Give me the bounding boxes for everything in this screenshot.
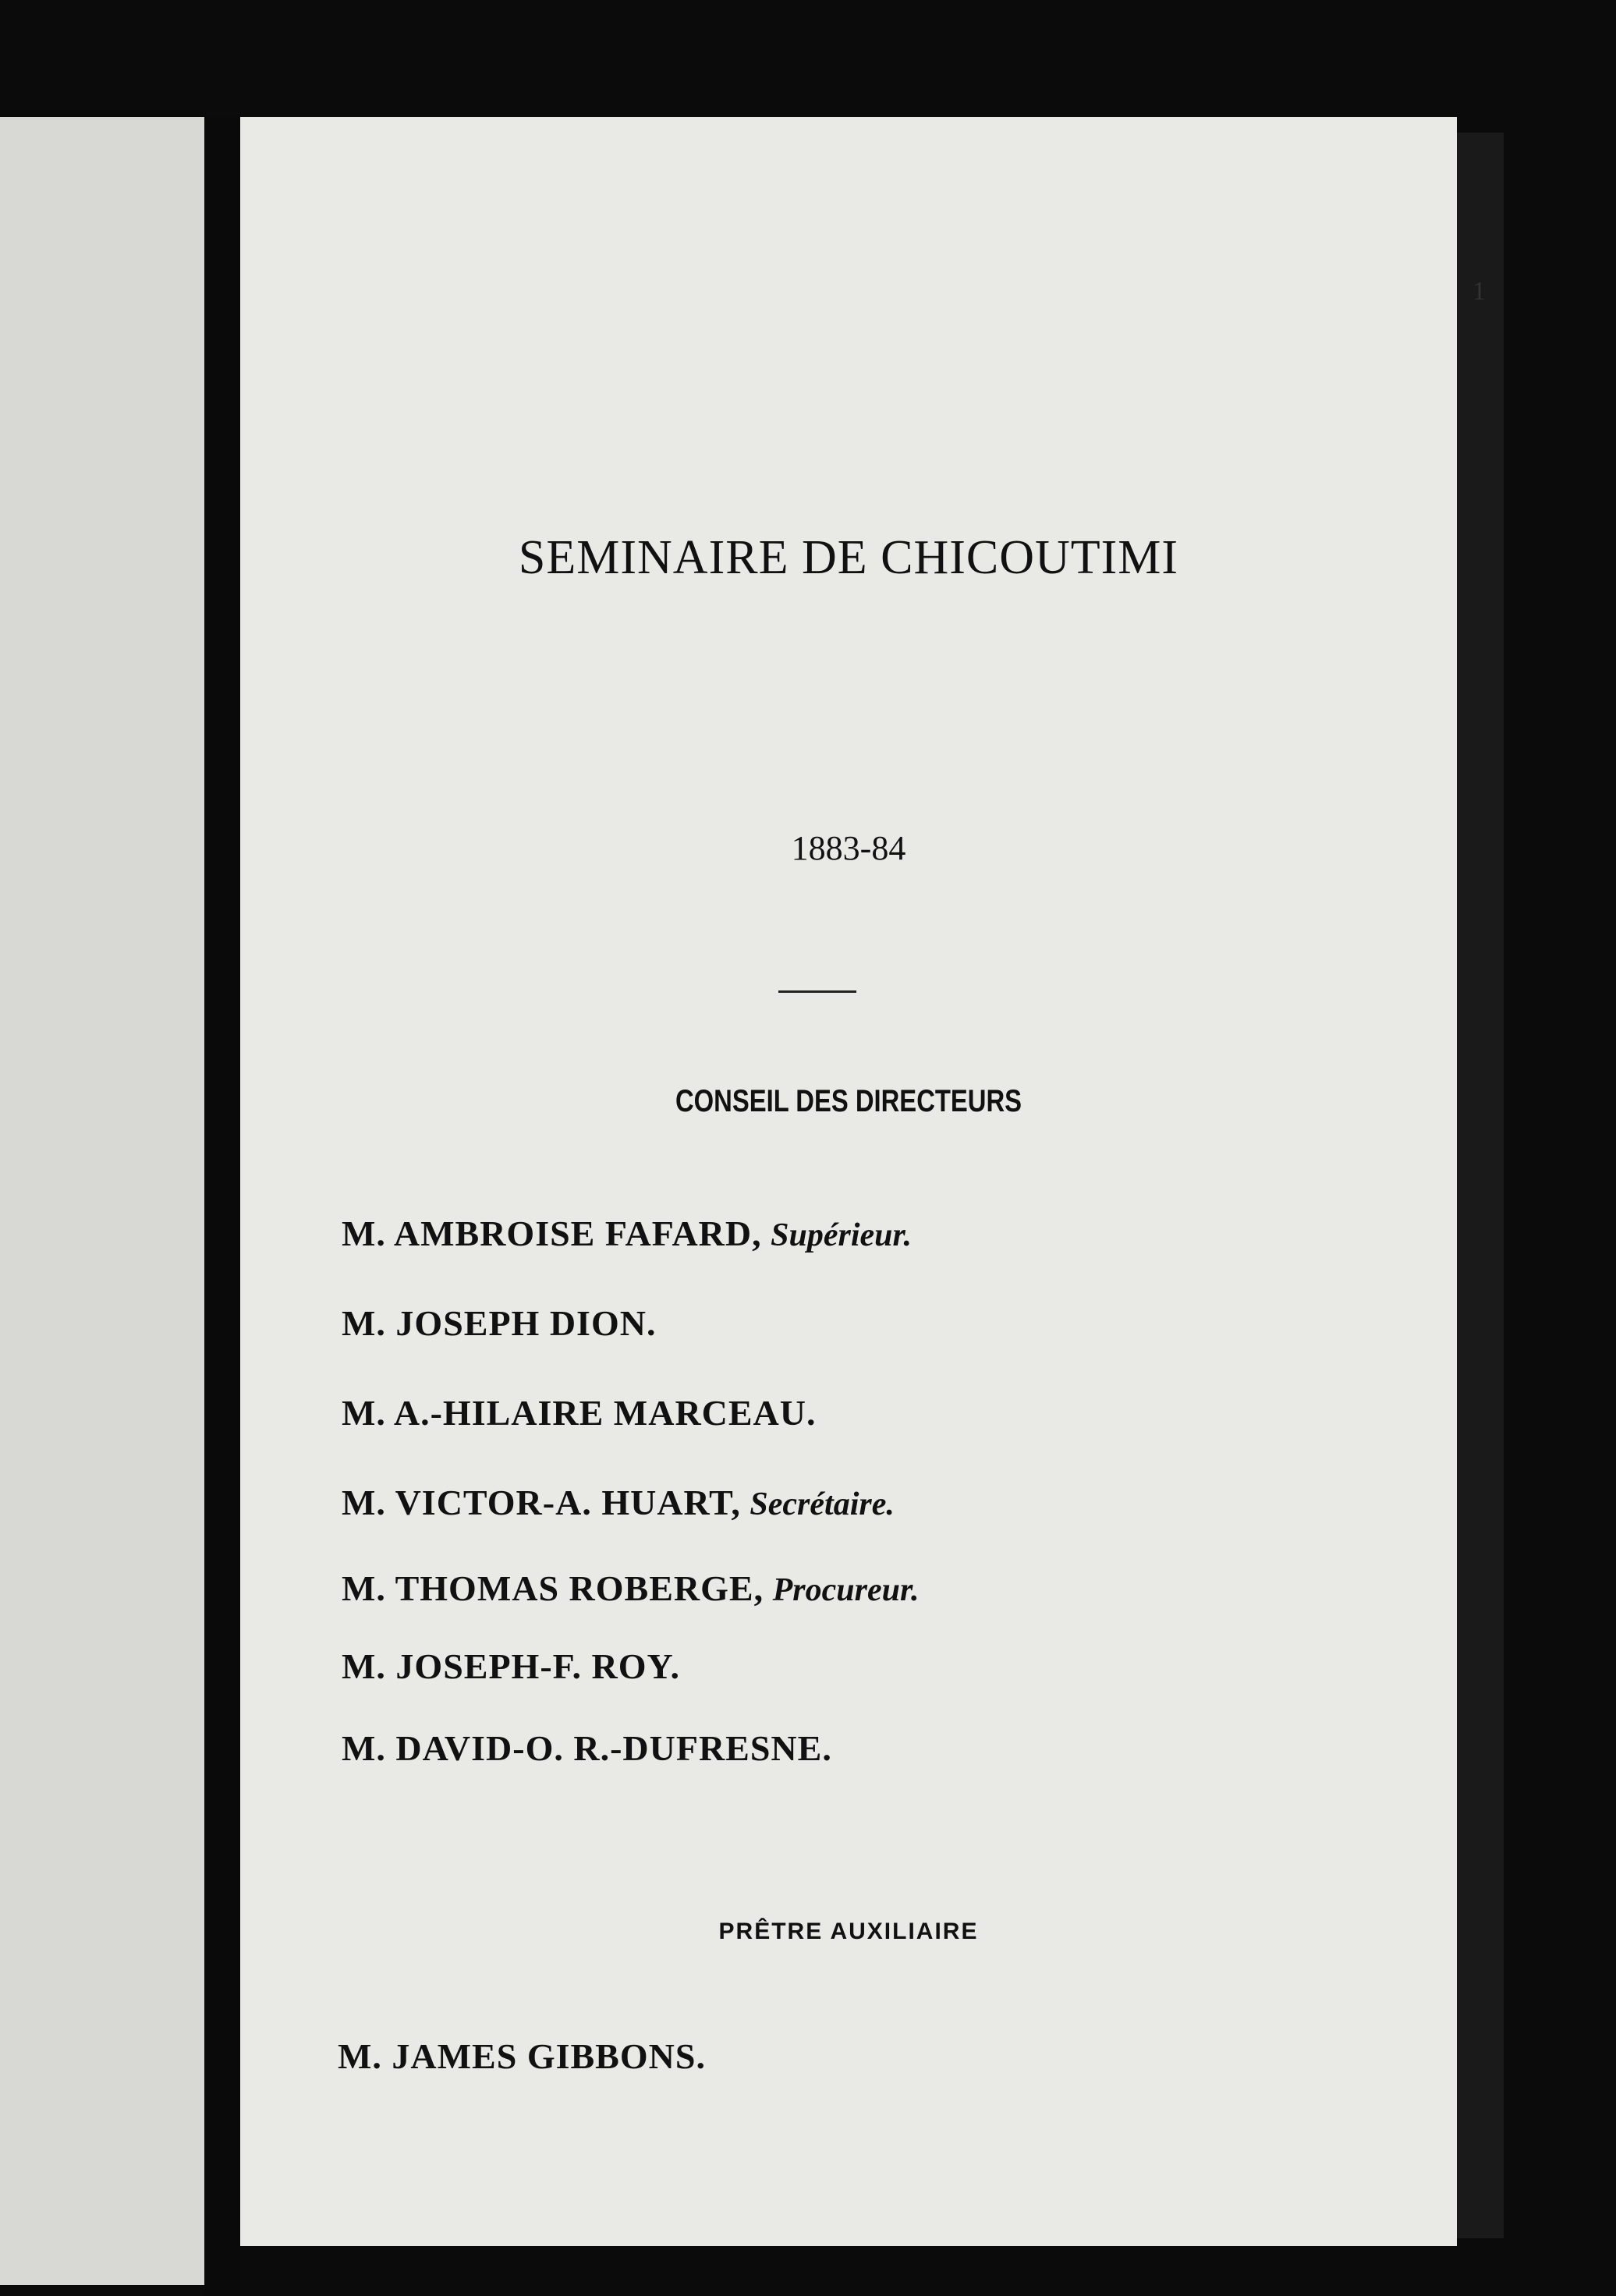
member-name: M. JAMES GIBBONS.: [338, 2036, 706, 2076]
member-entry: [342, 1727, 832, 1769]
document-title: SEMINAIRE DE CHICOUTIMI: [518, 531, 1179, 584]
divider-rule: [778, 990, 856, 993]
member-entry: [342, 1646, 680, 1687]
auxiliary-member: [338, 2036, 706, 2077]
council-heading: CONSEIL DES DIRECTEURS: [675, 1084, 1022, 1118]
member-name: M. JOSEPH-F. ROY.: [342, 1646, 681, 1686]
book-spine: [204, 117, 240, 2296]
member-entry: [342, 1392, 817, 1433]
member-name: M. A.-HILAIRE MARCEAU.: [342, 1393, 817, 1433]
page-edge: [1457, 133, 1504, 2238]
member-name: M. JOSEPH DION.: [342, 1303, 657, 1343]
academic-year: 1883-84: [791, 829, 906, 867]
member-entry: [342, 1568, 919, 1609]
auxiliary-heading: PRÊTRE AUXILIAIRE: [718, 1919, 979, 1944]
member-role: Supérieur.: [771, 1217, 913, 1253]
member-role: Procureur.: [772, 1572, 920, 1608]
member-name: M. VICTOR-A. HUART,: [342, 1483, 741, 1522]
member-name: M. DAVID-O. R.-DUFRESNE.: [342, 1728, 832, 1768]
previous-page-strip: [0, 117, 204, 2285]
member-entry: [342, 1302, 656, 1344]
member-entry: [342, 1482, 895, 1523]
page-content: [240, 117, 1486, 2246]
member-role: Secrétaire.: [750, 1486, 895, 1522]
member-entry: [342, 1213, 912, 1254]
member-name: M. AMBROISE FAFARD,: [342, 1214, 762, 1253]
member-name: M. THOMAS ROBERGE,: [342, 1568, 764, 1608]
page-mark: 1: [1472, 277, 1486, 306]
